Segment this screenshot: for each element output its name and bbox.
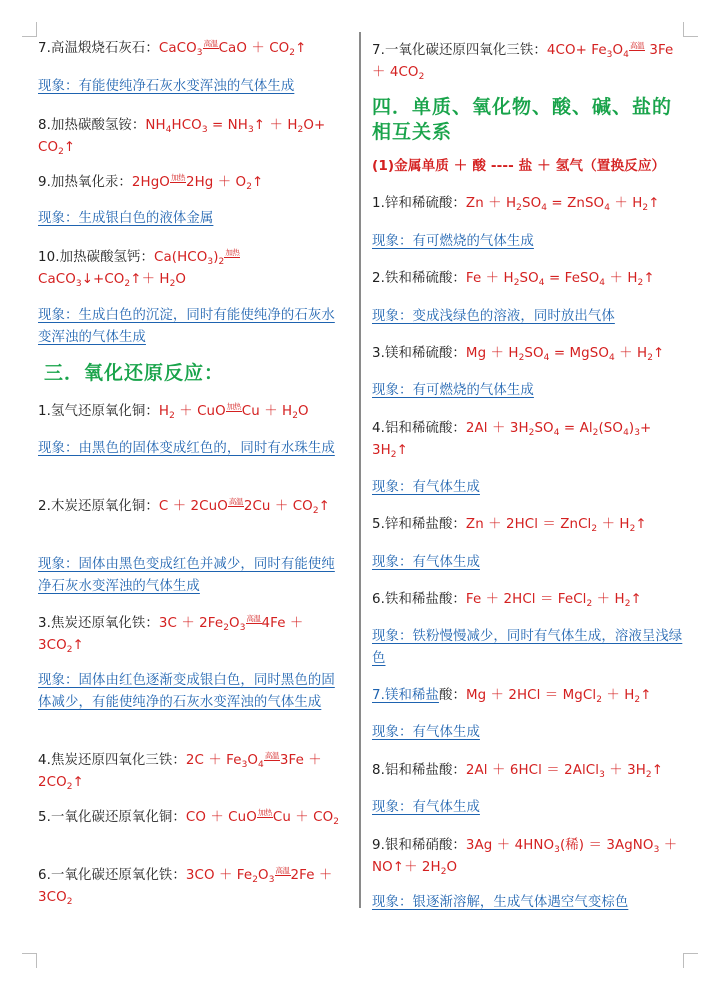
reaction-line: [372, 268, 684, 290]
observation-text: 由黑色的固体变成红色的，同时有水珠生成: [78, 441, 335, 456]
observation-line: [372, 892, 684, 914]
equation-text: = MgSO: [549, 346, 609, 361]
equation-text: 7.镁和稀盐: [372, 688, 439, 703]
reaction-line: [38, 247, 348, 291]
equation-text: ＋ H: [602, 688, 635, 703]
equation-text: CO ＋ CuO: [185, 810, 257, 825]
equation-text: ↑＋ H: [130, 272, 170, 287]
equation-text: ＋ CuO: [174, 404, 226, 419]
equation-text: ↑: [643, 271, 655, 286]
observation-text: 变成浅绿色的溶液，同时放出气体: [412, 309, 615, 324]
observation-label: 现象：: [372, 725, 413, 740]
subscript: 2: [169, 279, 176, 289]
equation-text: ↑: [63, 140, 76, 155]
observation-text: 固体由黑色变成红色并减少，同时有能使纯净石灰水变浑浊的气体生成: [38, 557, 335, 594]
equation-text: ＋ H: [610, 196, 643, 211]
equation-text: 2Al ＋ 3H: [465, 421, 529, 436]
heading-text: 四．单质、氧化物、酸、碱、盐的相互关系: [372, 96, 673, 143]
equation-text: CaCO: [158, 41, 197, 56]
equation-text: = FeSO: [544, 271, 600, 286]
equation-text: ↑: [396, 443, 408, 458]
reaction-line: [38, 865, 348, 909]
subscript: 2: [66, 782, 73, 792]
reaction-title: 10.加热碳酸氢钙：: [38, 250, 155, 265]
equation-text: ＋ H: [592, 592, 625, 607]
equation-text: CaO ＋ CO: [218, 41, 290, 56]
equation-text: 3CO ＋ Fe: [185, 868, 253, 883]
equation-text: = NH: [207, 118, 248, 133]
crop-mark-bottom-right: [683, 953, 698, 968]
observation-label: 现象：: [372, 629, 413, 644]
subscript: 2: [124, 279, 131, 289]
observation-line: [372, 306, 684, 328]
equation-text: Zn ＋ H: [465, 196, 517, 211]
equation-text: Mg ＋ 2HCl ＝ MgCl: [465, 688, 597, 703]
equation-text: (稀) ＝ 3AgNO: [559, 838, 654, 853]
observation-line: [372, 552, 684, 574]
observation-label: 现象：: [372, 555, 413, 570]
subheading-text: (1)金属单质 ＋ 酸 ---- 盐 ＋ 氢气（置换反应）: [372, 158, 666, 174]
subscript: 2: [223, 623, 230, 633]
equation-text: O: [612, 43, 624, 58]
equation-text: Mg ＋ H: [465, 346, 519, 361]
subscript: 2: [252, 875, 259, 885]
equation-text: ): [628, 421, 635, 436]
reaction-title: 6.铁和稀盐酸：: [372, 592, 466, 607]
observation-text: 银逐渐溶解，生成气体遇空气变棕色: [412, 895, 629, 910]
subscript: 2: [592, 428, 599, 438]
equation-text: ↓+CO: [81, 272, 125, 287]
subscript: 2: [312, 506, 319, 516]
subscript: 4: [604, 203, 611, 213]
equation-text: ↑: [630, 592, 642, 607]
reaction-title: 3.镁和稀硫酸：: [372, 346, 466, 361]
subscript: 3: [599, 770, 605, 780]
column-divider: [359, 32, 361, 908]
observation-line: [372, 380, 684, 402]
subscript: 2: [66, 645, 73, 655]
reaction-line: [372, 760, 684, 782]
observation-label: 现象：: [38, 308, 79, 323]
equation-text: (SO: [598, 421, 624, 436]
reaction-line: [372, 685, 684, 707]
observation-text: 有气体生成: [412, 800, 480, 815]
equation-text: 3Fe ＋ 4CO: [372, 43, 674, 80]
reaction-line: [38, 38, 348, 60]
equation-text: Fe ＋ H: [465, 271, 514, 286]
subscript: 2: [513, 278, 520, 288]
reaction-title: 4.铝和稀硫酸：: [372, 421, 466, 436]
reaction-title: 3.焦炭还原氧化铁：: [38, 616, 159, 631]
section-heading: [44, 362, 354, 387]
reaction-title: 5.锌和稀盐酸：: [372, 517, 466, 532]
reaction-condition: 高温: [264, 751, 279, 760]
subscript: 4: [609, 353, 615, 363]
observation-line: [38, 305, 348, 349]
observation-label: 现象：: [372, 800, 413, 815]
subsection-heading: [372, 155, 684, 178]
reaction-condition: 高温: [629, 41, 644, 50]
observation-text: 铁粉慢慢减少，同时有气体生成，溶液呈浅绿色: [372, 629, 683, 666]
equation-text: 3Ag ＋ 4HNO: [465, 838, 555, 853]
subscript: 3: [207, 257, 214, 267]
reaction-line: [38, 115, 348, 159]
subscript: 4: [599, 278, 606, 288]
observation-label: 现象：: [372, 895, 413, 910]
equation-text: ↑: [318, 499, 330, 514]
reaction-line: [372, 589, 684, 611]
observation-label: 现象：: [372, 234, 413, 249]
reaction-title: 2.铁和稀硫酸：: [372, 271, 466, 286]
crop-mark-top-right: [683, 22, 698, 37]
observation-text: 生成白色的沉淀，同时有能使纯净的石灰水变浑浊的气体生成: [38, 308, 335, 345]
reaction-condition: 高温: [228, 497, 243, 506]
equation-text: O: [229, 616, 240, 631]
observation-text: 有能使纯净石灰水变浑浊的气体生成: [78, 79, 295, 94]
equation-text: O: [175, 272, 187, 287]
subscript: 2: [642, 203, 649, 213]
equation-text: ↑: [648, 196, 660, 211]
subscript: 3: [634, 428, 641, 438]
subscript: 2: [645, 770, 652, 780]
reaction-line: [38, 750, 348, 794]
equation-text: 2Cu ＋ CO: [243, 499, 313, 514]
observation-label: 现象：: [38, 673, 79, 688]
subscript: 4: [553, 428, 560, 438]
subscript: 4: [258, 760, 264, 770]
reaction-title: 6.一氧化碳还原氧化铁：: [38, 868, 186, 883]
subscript: 4: [543, 353, 550, 363]
observation-text: 有气体生成: [412, 480, 480, 495]
subscript: 2: [624, 599, 631, 609]
subscript: 2: [528, 428, 535, 438]
reaction-title: 酸：: [438, 688, 466, 703]
equation-text: ＋ H: [614, 346, 648, 361]
subscript: 4: [623, 428, 629, 438]
subscript: 2: [169, 411, 175, 421]
reaction-line: [38, 401, 348, 423]
subscript: 3: [239, 623, 246, 633]
observation-line: [372, 626, 684, 670]
reaction-line: [372, 418, 684, 462]
section-heading: [372, 96, 684, 146]
subscript: 3: [268, 875, 275, 885]
reaction-line: [372, 514, 684, 536]
subscript: 2: [246, 182, 253, 192]
subscript: 3: [247, 125, 254, 135]
reaction-title: 9.加热氧化汞：: [38, 175, 132, 190]
observation-line: [372, 797, 684, 819]
equation-text: SO: [534, 421, 554, 436]
observation-line: [38, 208, 348, 230]
equation-text: ↑: [72, 775, 84, 790]
subscript: 2: [637, 278, 644, 288]
reaction-line: [38, 613, 348, 657]
equation-text: C ＋ 2CuO: [158, 499, 228, 514]
equation-text: 2C ＋ Fe: [185, 753, 242, 768]
subscript: 2: [586, 599, 593, 609]
equation-text: 2Al ＋ 6HCl ＝ 2AlCl: [465, 763, 600, 778]
equation-text: SO: [521, 196, 542, 211]
reaction-title: 2.木炭还原氧化铜：: [38, 499, 159, 514]
observation-label: 现象：: [372, 480, 413, 495]
equation-text: SO: [524, 346, 544, 361]
equation-text: ＋ H: [597, 517, 630, 532]
crop-mark-bottom-left: [22, 953, 37, 968]
equation-text: Cu ＋ H: [241, 404, 293, 419]
reaction-title: 5.一氧化碳还原氧化铜：: [38, 810, 186, 825]
equation-text: 2Hg ＋ O: [185, 175, 247, 190]
reaction-title: 7.一氧化碳还原四氧化三铁：: [372, 43, 547, 58]
equation-text: ): [213, 250, 219, 265]
equation-text: Fe ＋ 2HCl ＝ FeCl: [465, 592, 587, 607]
equation-text: ↑: [640, 688, 652, 703]
reaction-title: 9.银和稀硝酸：: [372, 838, 466, 853]
subscript: 3: [554, 845, 560, 855]
heading-text: 三．氧化还原反应：: [44, 362, 225, 384]
reaction-line: [372, 193, 684, 215]
equation-text: Cu ＋ CO: [272, 810, 334, 825]
subscript: 2: [516, 203, 522, 213]
observation-line: [372, 231, 684, 253]
crop-mark-top-left: [22, 22, 37, 37]
equation-text: NH: [145, 118, 166, 133]
subscript: 2: [333, 817, 340, 827]
observation-label: 现象：: [38, 557, 79, 572]
reaction-condition: 高温: [246, 614, 261, 623]
reaction-condition: 加热: [226, 402, 241, 411]
observation-line: [38, 76, 348, 98]
subscript: 2: [440, 867, 447, 877]
reaction-line: [372, 835, 684, 879]
equation-text: Ca(HCO: [154, 250, 208, 265]
reaction-condition: 加热: [257, 808, 272, 817]
reaction-title: 7.高温煅烧石灰石：: [38, 41, 159, 56]
subscript: 2: [297, 125, 304, 135]
reaction-condition: 加热: [225, 248, 240, 257]
equation-text: 4Fe ＋ 3CO: [38, 616, 304, 653]
equation-text: 4CO+ Fe: [546, 43, 607, 58]
subscript: 2: [390, 450, 397, 460]
equation-text: ＋ 3H: [604, 763, 646, 778]
equation-text: ↑: [635, 517, 647, 532]
subscript: 3: [241, 760, 248, 770]
reaction-line: [38, 807, 348, 829]
reaction-title: 4.焦炭还原四氧化三铁：: [38, 753, 186, 768]
observation-line: [372, 722, 684, 744]
reaction-title: 1.锌和稀硫酸：: [372, 196, 466, 211]
reaction-title: 8.铝和稀盐酸：: [372, 763, 466, 778]
subscript: 3: [653, 845, 660, 855]
observation-label: 现象：: [38, 211, 79, 226]
equation-text: ↑: [653, 346, 665, 361]
reaction-line: [372, 40, 684, 84]
observation-line: [38, 670, 348, 714]
observation-text: 有可燃烧的气体生成: [412, 234, 534, 249]
equation-text: + 3H: [372, 421, 652, 458]
observation-text: 有气体生成: [412, 725, 480, 740]
subscript: 4: [538, 278, 545, 288]
equation-text: O: [258, 868, 269, 883]
equation-text: ↑ ＋ H: [253, 118, 298, 133]
equation-text: H: [158, 404, 170, 419]
reaction-condition: 高温: [203, 39, 218, 48]
subscript: 4: [541, 203, 548, 213]
subscript: 2: [629, 524, 636, 534]
subscript: 2: [66, 897, 73, 907]
subscript: 2: [591, 524, 598, 534]
subscript: 2: [647, 353, 654, 363]
observation-line: [372, 477, 684, 499]
subscript: 2: [58, 147, 64, 157]
subscript: 2: [596, 695, 603, 705]
equation-text: ↑: [72, 638, 84, 653]
reaction-title: 8.加热碳酸氢铵：: [38, 118, 146, 133]
subscript: 4: [165, 125, 172, 135]
subscript: 3: [606, 50, 613, 60]
equation-text: ↑: [295, 41, 307, 56]
reaction-title: 1.氢气还原氧化铜：: [38, 404, 159, 419]
reaction-line: [38, 172, 348, 194]
equation-text: 2HgO: [131, 175, 170, 190]
reaction-condition: 高温: [275, 866, 290, 875]
observation-text: 有可燃烧的气体生成: [412, 383, 534, 398]
observation-label: 现象：: [38, 79, 79, 94]
equation-text: O+ CO: [38, 118, 326, 155]
equation-text: ＋ NO↑＋ 2H: [372, 838, 678, 875]
equation-text: ↑: [651, 763, 664, 778]
subscript: 2: [634, 695, 641, 705]
equation-text: 3C ＋ 2Fe: [158, 616, 224, 631]
subscript: 2: [518, 353, 525, 363]
subscript: 2: [292, 411, 299, 421]
subscript: 3: [201, 125, 208, 135]
equation-text: CaCO: [38, 272, 76, 287]
equation-text: O: [446, 860, 458, 875]
observation-text: 有气体生成: [412, 555, 480, 570]
equation-text: Zn ＋ 2HCl ＝ ZnCl: [465, 517, 592, 532]
observation-text: 固体由红色逐渐变成银白色，同时黑色的固体减少，有能使纯净的石灰水变浑浊的气体生成: [38, 673, 335, 710]
equation-text: 2Fe ＋ 3CO: [38, 868, 333, 905]
subscript: 2: [418, 72, 425, 82]
subscript: 3: [75, 279, 82, 289]
subscript: 4: [623, 50, 629, 60]
equation-text: ↑: [252, 175, 264, 190]
equation-text: = ZnSO: [547, 196, 605, 211]
reaction-line: [38, 496, 348, 518]
subscript: 2: [289, 48, 296, 58]
subscript: 3: [196, 48, 203, 58]
equation-text: HCO: [171, 118, 202, 133]
equation-text: SO: [519, 271, 539, 286]
observation-label: 现象：: [372, 309, 413, 324]
equation-text: 3Fe ＋ 2CO: [38, 753, 322, 790]
reaction-line: [372, 343, 684, 365]
observation-line: [38, 438, 348, 460]
equation-text: ＋ H: [605, 271, 638, 286]
subscript: 2: [218, 257, 225, 267]
observation-label: 现象：: [372, 383, 413, 398]
observation-label: 现象：: [38, 441, 79, 456]
equation-text: = Al: [559, 421, 593, 436]
reaction-condition: 加热: [170, 173, 185, 182]
equation-text: O: [247, 753, 259, 768]
observation-text: 生成银白色的液体金属: [78, 211, 214, 226]
equation-text: O: [298, 404, 309, 419]
observation-line: [38, 554, 348, 598]
